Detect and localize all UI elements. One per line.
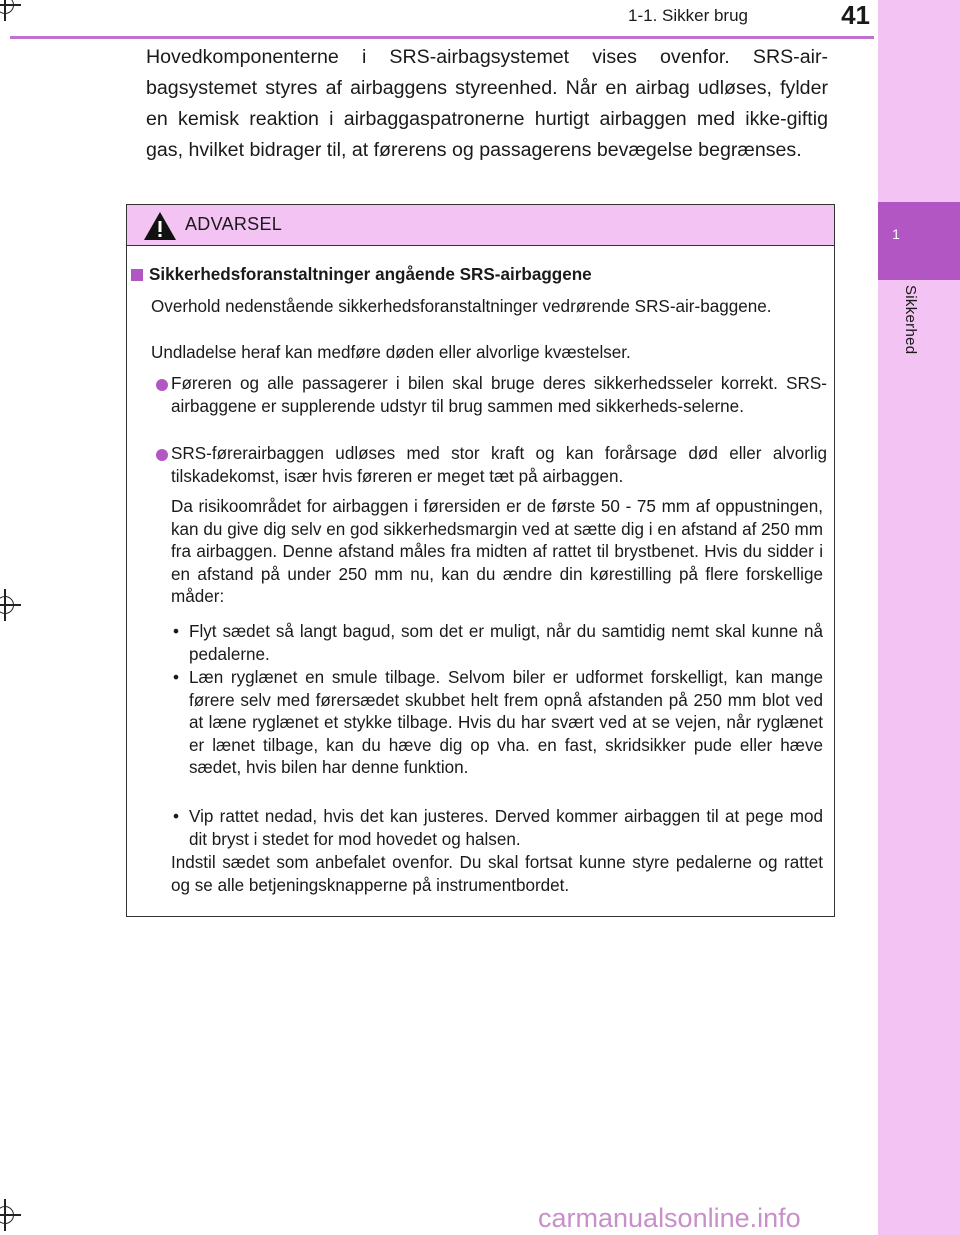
warning-bullet-2 (171, 443, 827, 488)
round-bullet-icon (156, 449, 168, 461)
warning-subheading (131, 264, 831, 287)
warning-para-2: Undladelse heraf kan medføre døden eller alvorlige kvæstelser. (151, 343, 631, 362)
dash-item-3-text: Vip rattet nedad, hvis det kan justeres. Derved kommer airbaggen til at pege mod dit bryst i stedet for mod hovedet og halsen. (189, 807, 823, 849)
crop-mark-bottom-left (0, 1206, 14, 1224)
watermark: carmanualsonline.info (538, 1203, 801, 1233)
dash-bullet: • (173, 807, 179, 826)
dash-item-2 (173, 667, 823, 780)
warning-header (127, 205, 834, 246)
header-rule (10, 36, 874, 39)
dash-bullet: • (173, 622, 179, 641)
warning-box (126, 204, 835, 917)
warning-subheading-text: Sikkerhedsforanstaltninger angående SRS-airbaggene (149, 265, 592, 284)
warning-closing-paragraph: Indstil sædet som anbefalet ovenfor. Du skal fortsat kunne styre pedalerne og rattet og se alle betjeningsknapperne på instrumentbordet. (171, 853, 823, 895)
dash-item-2-text: Læn ryglænet en smule tilbage. Selvom biler er udformet forskelligt, kan mange førere selv med førersædet skubbet helt frem opnå afstanden på 250 mm blot ved at læne ryglænet et stykke tilbage. Hvis du har svært ved at se vejen, når ryglænet er lænet tilbage, kan du hæve dig op vha. en fast, skridsikker pude eller hæve sædet, hvis bilen har denne funktion. (189, 668, 823, 778)
dash-item-3 (173, 806, 823, 851)
warning-bullet-1-text: Føreren og alle passagerer i bilen skal bruge deres sikkerhedsseler korrekt. SRS-airbaggene er supplerende udstyr til brug sammen med sikkerheds-selerne. (171, 374, 827, 416)
warning-title: ADVARSEL (185, 214, 283, 234)
chapter-number: 1 (892, 226, 900, 242)
intro-paragraph: Hovedkomponenterne i SRS-airbagsystemet vises ovenfor. SRS-air-bagsystemet styres af airbaggens styreenhed. Når en airbag udløses, fylder en kemisk reaktion i airbaggaspatronerne hurtigt airbaggen med ikke-giftig gas, hvilket bidrager til, at førerens og passagerens bevægelse begrænses. (146, 46, 828, 161)
header-section-title: 1-1. Sikker brug (628, 6, 748, 25)
side-tab (878, 0, 960, 1235)
crop-mark-top-left (0, 0, 14, 14)
warning-bullet-2-text: SRS-førerairbaggen udløses med stor kraft og kan forårsage død eller alvorlig tilskadekomst, især hvis føreren er meget tæt på airbaggen. (171, 444, 827, 486)
dash-item-1 (173, 621, 823, 666)
dash-item-1-text: Flyt sædet så langt bagud, som det er muligt, når du samtidig nemt skal kunne nå pedalerne. (189, 622, 823, 664)
dash-bullet: • (173, 668, 179, 687)
warning-detail-paragraph: Da risikoområdet for airbaggen i førersiden er de første 50 - 75 mm af oppustningen, kan du give dig selv en god sikkerhedsmargin ved at sætte dig i en afstand af 250 mm fra airbaggen. Denne afstand måles fra midten af rattet til brystbenet. Hvis du sidder i en afstand på under 250 mm nu, kan du ændre din kørestilling på flere forskellige måder: (171, 497, 823, 607)
warning-bullet-1 (171, 373, 827, 418)
warning-para-1: Overhold nedenstående sikkerhedsforanstaltninger vedrørende SRS-air-baggene. (151, 297, 772, 316)
page-number: 41 (841, 0, 870, 30)
warning-triangle-icon (143, 211, 177, 246)
crop-mark-mid-left (0, 596, 14, 614)
square-bullet-icon (131, 269, 143, 281)
round-bullet-icon (156, 379, 168, 391)
chapter-label: Sikkerhed (902, 285, 919, 355)
